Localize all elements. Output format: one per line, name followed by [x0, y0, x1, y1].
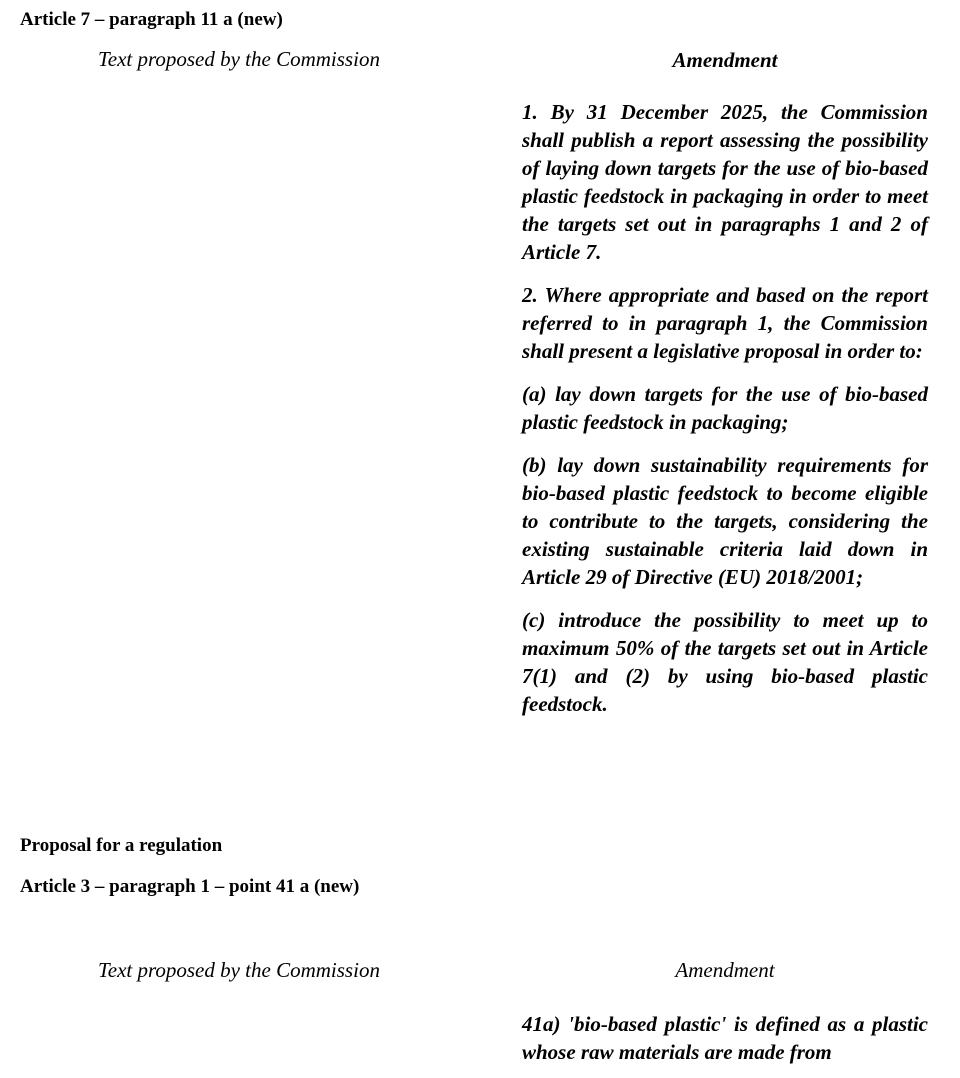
amendment-column-header: Amendment: [672, 48, 778, 72]
amendment-paragraph: 41a) 'bio-based plastic' is defined as a plastic whose raw materials are made from: [522, 1012, 928, 1064]
proposal-title: Proposal for a regulation: [20, 835, 223, 856]
amendment-paragraph: (b) lay down sustainability requirements for bio-based plastic feedstock to become eligible to contribute to the targets, considering the existing sustainable criteria laid down in Article 29 of Directive (EU) 2018/2001;: [522, 453, 928, 589]
commission-column-header: Text proposed by the Commission: [98, 958, 380, 982]
amendment-text: [522, 1010, 928, 1066]
article-heading: Article 7 – paragraph 11 a (new): [20, 9, 283, 30]
commission-column-header: Text proposed by the Commission: [98, 47, 380, 71]
amendment-paragraph: 2. Where appropriate and based on the report referred to in paragraph 1, the Commission shall present a legislative proposal in order to:: [522, 283, 928, 363]
amendment-paragraph: (c) introduce the possibility to meet up to maximum 50% of the targets set out in Article 7(1) and (2) by using bio-based plastic feedstock.: [522, 608, 928, 716]
amendment-paragraph: (a) lay down targets for the use of bio-based plastic feedstock in packaging;: [522, 382, 928, 434]
amendment-text: [522, 98, 928, 733]
amendment-column-header: Amendment: [675, 958, 775, 982]
article-heading: Article 3 – paragraph 1 – point 41 a (new): [20, 876, 360, 897]
amendment-paragraph: 1. By 31 December 2025, the Commission shall publish a report assessing the possibility of laying down targets for the use of bio-based plastic feedstock in packaging in order to meet the targets set out in paragraphs 1 and 2 of Article 7.: [522, 100, 928, 264]
